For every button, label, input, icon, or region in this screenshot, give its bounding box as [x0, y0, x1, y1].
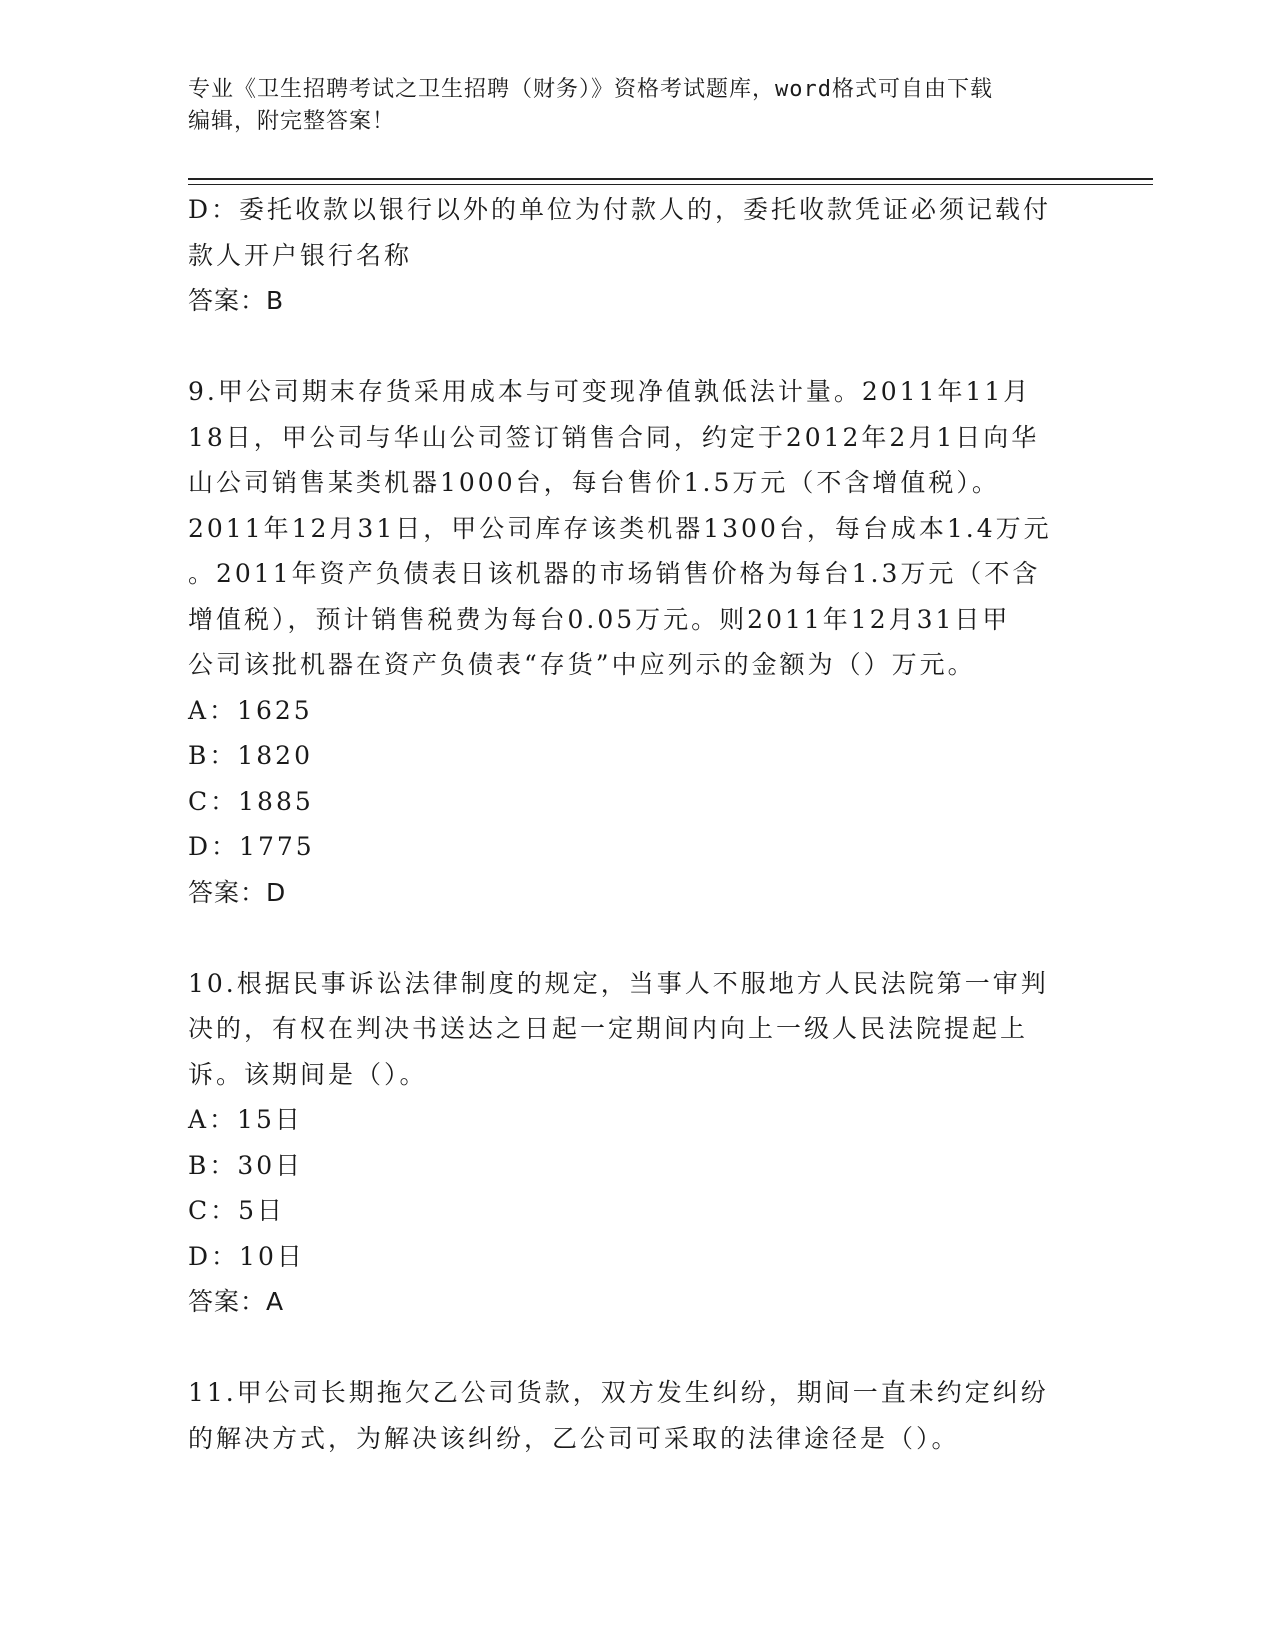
spacer — [188, 1325, 1088, 1371]
question-10 — [188, 961, 1088, 1325]
header-divider-thin — [188, 184, 1153, 185]
question-text-line: 。2011年资产负债表日该机器的市场销售价格为每台1.3万元（不含 — [188, 559, 1041, 588]
question-text-line: 10.根据民事诉讼法律制度的规定，当事人不服地方人民法院第一审判 — [188, 968, 1049, 998]
question-text-line: 诉。该期间是（）。 — [188, 1059, 428, 1089]
option-d: D：1775 — [188, 832, 315, 861]
option-d-continued: 款人开户银行名称 — [188, 240, 413, 270]
option-c: C：5日 — [188, 1196, 286, 1225]
answer: 答案：B — [188, 286, 285, 315]
header-divider-thick — [188, 178, 1153, 180]
option-a: A：1625 — [188, 695, 313, 725]
question-11 — [188, 1370, 1088, 1461]
option-d: D：委托收款以银行以外的单位为付款人的，委托收款凭证必须记载付 — [188, 195, 1052, 224]
question-text-line: 公司该批机器在资产负债表“存货”中应列示的金额为（）万元。 — [188, 650, 976, 679]
previous-question-tail — [188, 187, 1088, 324]
question-9 — [188, 369, 1088, 915]
question-text-line: 增值税），预计销售税费为每台0.05万元。则2011年12月31日甲 — [188, 604, 1011, 634]
option-b: B：30日 — [188, 1150, 304, 1180]
question-text-line: 的解决方式，为解决该纠纷，乙公司可采取的法律途径是（）。 — [188, 1423, 960, 1453]
header-line-2: 编辑，附完整答案！ — [188, 109, 396, 134]
option-d: D：10日 — [188, 1241, 305, 1271]
document-header — [188, 74, 1088, 138]
answer: 答案：A — [188, 1287, 285, 1316]
spacer — [188, 915, 1088, 961]
option-b: B：1820 — [188, 741, 313, 770]
header-line-1: 专业《卫生招聘考试之卫生招聘（财务）》资格考试题库，word格式可自由下载 — [188, 77, 993, 102]
option-c: C：1885 — [188, 786, 314, 816]
spacer — [188, 324, 1088, 370]
document-body — [188, 187, 1088, 1461]
question-text-line: 18日，甲公司与华山公司签订销售合同，约定于2012年2月1日向华 — [188, 422, 1040, 452]
option-a: A：15日 — [188, 1105, 303, 1134]
question-text-line: 11.甲公司长期拖欠乙公司货款，双方发生纠纷，期间一直未约定纠纷 — [188, 1378, 1049, 1407]
question-text-line: 决的，有权在判决书送达之日起一定期间内向上一级人民法院提起上 — [188, 1014, 1029, 1043]
question-text-line: 山公司销售某类机器1000台，每台售价1.5万元（不含增值税）。 — [188, 468, 1000, 497]
question-text-line: 9.甲公司期末存货采用成本与可变现净值孰低法计量。2011年11月 — [188, 377, 1032, 406]
answer: 答案：D — [188, 877, 287, 907]
question-text-line: 2011年12月31日，甲公司库存该类机器1300台，每台成本1.4万元 — [188, 513, 1052, 543]
